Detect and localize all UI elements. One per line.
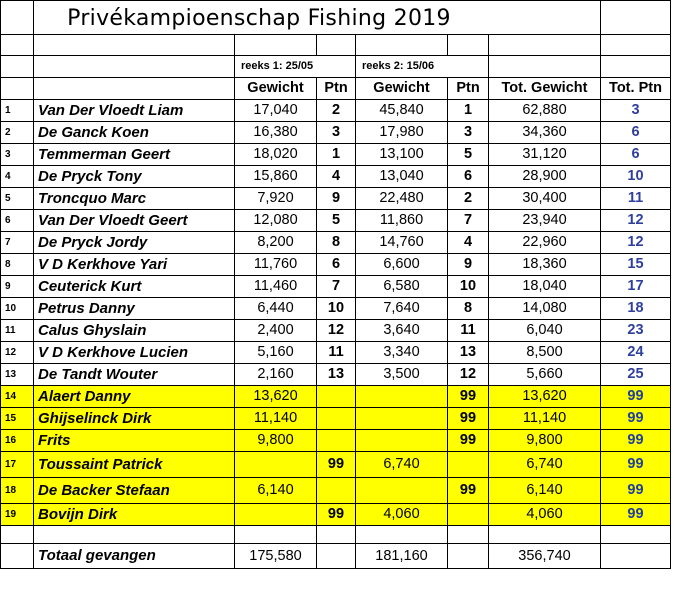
points-reeks1: 99: [317, 504, 356, 526]
points-reeks2: 13: [448, 342, 489, 364]
total-weight: 4,060: [489, 504, 601, 526]
total-points: 3: [601, 100, 671, 122]
reeks2-label: reeks 2: 15/06: [356, 56, 489, 78]
participant-name: Van Der Vloedt Liam: [34, 100, 235, 122]
totals-points-reeks1: [317, 544, 356, 569]
weight-reeks1: 6,140: [235, 478, 317, 504]
blank-row: [1, 35, 671, 56]
points-reeks1: 11: [317, 342, 356, 364]
table-row: [1, 342, 671, 364]
total-weight: 11,140: [489, 408, 601, 430]
points-reeks2: 9: [448, 254, 489, 276]
reeks1-label: reeks 1: 25/05: [235, 56, 356, 78]
total-points: 99: [601, 452, 671, 478]
row-index: 2: [1, 122, 34, 144]
table-row: [1, 320, 671, 342]
table-row: [1, 298, 671, 320]
points-reeks2: 2: [448, 188, 489, 210]
table-row: [1, 100, 671, 122]
points-reeks2: 11: [448, 320, 489, 342]
points-reeks1: 7: [317, 276, 356, 298]
weight-reeks2: 22,480: [356, 188, 448, 210]
total-weight: 18,360: [489, 254, 601, 276]
totals-total-points: [601, 544, 671, 569]
total-points: 99: [601, 478, 671, 504]
blank-row: [1, 526, 671, 544]
participant-name: De Pryck Jordy: [34, 232, 235, 254]
weight-reeks1: 13,620: [235, 386, 317, 408]
weight-reeks1: 18,020: [235, 144, 317, 166]
total-points: 12: [601, 232, 671, 254]
points-reeks1: 1: [317, 144, 356, 166]
points-reeks1: 99: [317, 452, 356, 478]
row-index: 16: [1, 430, 34, 452]
header-tot-ptn: Tot. Ptn: [601, 78, 671, 100]
weight-reeks2: 11,860: [356, 210, 448, 232]
row-index: 11: [1, 320, 34, 342]
table-row: [1, 452, 671, 478]
table-row: [1, 504, 671, 526]
header-gewicht2: Gewicht: [356, 78, 448, 100]
row-index: 4: [1, 166, 34, 188]
participant-name: Alaert Danny: [34, 386, 235, 408]
points-reeks2: 99: [448, 430, 489, 452]
points-reeks1: [317, 386, 356, 408]
points-reeks2: 10: [448, 276, 489, 298]
row-index: 12: [1, 342, 34, 364]
table-row: [1, 122, 671, 144]
points-reeks2: 7: [448, 210, 489, 232]
table-row: [1, 408, 671, 430]
points-reeks1: [317, 478, 356, 504]
weight-reeks1: [235, 504, 317, 526]
points-reeks2: 99: [448, 478, 489, 504]
participant-name: De Ganck Koen: [34, 122, 235, 144]
row-index: 13: [1, 364, 34, 386]
total-points: 6: [601, 144, 671, 166]
total-points: 25: [601, 364, 671, 386]
total-points: 11: [601, 188, 671, 210]
weight-reeks2: [356, 430, 448, 452]
totals-row: [1, 544, 671, 569]
weight-reeks1: 17,040: [235, 100, 317, 122]
total-points: 99: [601, 408, 671, 430]
points-reeks1: [317, 430, 356, 452]
total-weight: 6,740: [489, 452, 601, 478]
total-weight: 6,140: [489, 478, 601, 504]
weight-reeks1: 11,760: [235, 254, 317, 276]
weight-reeks1: [235, 452, 317, 478]
total-points: 17: [601, 276, 671, 298]
weight-reeks1: 2,400: [235, 320, 317, 342]
participant-name: Ceuterick Kurt: [34, 276, 235, 298]
table-row: [1, 478, 671, 504]
table-row: [1, 364, 671, 386]
table-row: [1, 210, 671, 232]
table-row: [1, 254, 671, 276]
points-reeks1: 5: [317, 210, 356, 232]
weight-reeks2: 6,600: [356, 254, 448, 276]
participant-name: Bovijn Dirk: [34, 504, 235, 526]
participant-name: Temmerman Geert: [34, 144, 235, 166]
row-index: 3: [1, 144, 34, 166]
total-weight: 62,880: [489, 100, 601, 122]
header-tot-gewicht: Tot. Gewicht: [489, 78, 601, 100]
points-reeks2: 12: [448, 364, 489, 386]
points-reeks1: 9: [317, 188, 356, 210]
weight-reeks1: 2,160: [235, 364, 317, 386]
totals-weight-reeks2: 181,160: [356, 544, 448, 569]
total-weight: 28,900: [489, 166, 601, 188]
points-reeks2: 99: [448, 386, 489, 408]
points-reeks1: 4: [317, 166, 356, 188]
participant-name: Petrus Danny: [34, 298, 235, 320]
total-weight: 23,940: [489, 210, 601, 232]
participant-name: De Backer Stefaan: [34, 478, 235, 504]
points-reeks1: 12: [317, 320, 356, 342]
row-index: 10: [1, 298, 34, 320]
total-points: 10: [601, 166, 671, 188]
points-reeks1: 8: [317, 232, 356, 254]
participant-name: De Pryck Tony: [34, 166, 235, 188]
points-reeks2: 8: [448, 298, 489, 320]
points-reeks2: 99: [448, 408, 489, 430]
row-index: 1: [1, 100, 34, 122]
weight-reeks2: 17,980: [356, 122, 448, 144]
total-points: 99: [601, 504, 671, 526]
row-index: 15: [1, 408, 34, 430]
row-index: 19: [1, 504, 34, 526]
header-ptn1: Ptn: [317, 78, 356, 100]
total-weight: 22,960: [489, 232, 601, 254]
total-weight: 14,080: [489, 298, 601, 320]
participant-name: Calus Ghyslain: [34, 320, 235, 342]
participant-name: Frits: [34, 430, 235, 452]
total-points: 24: [601, 342, 671, 364]
weight-reeks1: 15,860: [235, 166, 317, 188]
total-points: 23: [601, 320, 671, 342]
participant-name: V D Kerkhove Lucien: [34, 342, 235, 364]
weight-reeks2: 13,100: [356, 144, 448, 166]
weight-reeks2: 4,060: [356, 504, 448, 526]
totals-label: Totaal gevangen: [34, 544, 235, 569]
header-ptn2: Ptn: [448, 78, 489, 100]
weight-reeks2: 3,500: [356, 364, 448, 386]
total-weight: 13,620: [489, 386, 601, 408]
participant-name: Toussaint Patrick: [34, 452, 235, 478]
points-reeks1: 3: [317, 122, 356, 144]
participant-name: Troncquo Marc: [34, 188, 235, 210]
table-row: [1, 232, 671, 254]
points-reeks1: 2: [317, 100, 356, 122]
points-reeks1: 6: [317, 254, 356, 276]
points-reeks2: 1: [448, 100, 489, 122]
participant-name: Van Der Vloedt Geert: [34, 210, 235, 232]
weight-reeks2: [356, 408, 448, 430]
totals-index: [1, 544, 34, 569]
total-points: 12: [601, 210, 671, 232]
total-weight: 30,400: [489, 188, 601, 210]
total-points: 99: [601, 430, 671, 452]
reeks-row: [1, 56, 671, 78]
total-weight: 31,120: [489, 144, 601, 166]
points-reeks2: 3: [448, 122, 489, 144]
weight-reeks1: 9,800: [235, 430, 317, 452]
weight-reeks1: 7,920: [235, 188, 317, 210]
row-index: 18: [1, 478, 34, 504]
header-row: [1, 78, 671, 100]
weight-reeks2: 3,340: [356, 342, 448, 364]
points-reeks1: [317, 408, 356, 430]
points-reeks2: [448, 504, 489, 526]
weight-reeks1: 11,140: [235, 408, 317, 430]
row-index: 7: [1, 232, 34, 254]
total-points: 6: [601, 122, 671, 144]
weight-reeks2: [356, 386, 448, 408]
row-index: 6: [1, 210, 34, 232]
page-title: Privékampioenschap Fishing 2019: [67, 6, 451, 31]
weight-reeks1: 5,160: [235, 342, 317, 364]
row-index: 9: [1, 276, 34, 298]
row-index: 5: [1, 188, 34, 210]
total-points: 99: [601, 386, 671, 408]
totals-total-weight: 356,740: [489, 544, 601, 569]
row-index: 14: [1, 386, 34, 408]
table-row: [1, 430, 671, 452]
total-points: 18: [601, 298, 671, 320]
points-reeks2: [448, 452, 489, 478]
points-reeks1: 10: [317, 298, 356, 320]
total-weight: 5,660: [489, 364, 601, 386]
points-reeks2: 6: [448, 166, 489, 188]
row-index: 8: [1, 254, 34, 276]
weight-reeks1: 12,080: [235, 210, 317, 232]
weight-reeks2: [356, 478, 448, 504]
table-row: [1, 166, 671, 188]
total-points: 15: [601, 254, 671, 276]
total-weight: 34,360: [489, 122, 601, 144]
participant-name: De Tandt Wouter: [34, 364, 235, 386]
header-gewicht1: Gewicht: [235, 78, 317, 100]
weight-reeks1: 6,440: [235, 298, 317, 320]
table-row: [1, 144, 671, 166]
table-row: [1, 276, 671, 298]
totals-weight-reeks1: 175,580: [235, 544, 317, 569]
total-weight: 18,040: [489, 276, 601, 298]
total-weight: 6,040: [489, 320, 601, 342]
row-index: 17: [1, 452, 34, 478]
participant-name: Ghijselinck Dirk: [34, 408, 235, 430]
weight-reeks2: 14,760: [356, 232, 448, 254]
table-row: [1, 188, 671, 210]
weight-reeks1: 8,200: [235, 232, 317, 254]
points-reeks2: 4: [448, 232, 489, 254]
points-reeks2: 5: [448, 144, 489, 166]
weight-reeks1: 16,380: [235, 122, 317, 144]
weight-reeks1: 11,460: [235, 276, 317, 298]
table-row: [1, 386, 671, 408]
totals-points-reeks2: [448, 544, 489, 569]
points-reeks1: 13: [317, 364, 356, 386]
weight-reeks2: 3,640: [356, 320, 448, 342]
weight-reeks2: 45,840: [356, 100, 448, 122]
total-weight: 9,800: [489, 430, 601, 452]
weight-reeks2: 6,740: [356, 452, 448, 478]
total-weight: 8,500: [489, 342, 601, 364]
weight-reeks2: 6,580: [356, 276, 448, 298]
weight-reeks2: 7,640: [356, 298, 448, 320]
participant-name: V D Kerkhove Yari: [34, 254, 235, 276]
weight-reeks2: 13,040: [356, 166, 448, 188]
